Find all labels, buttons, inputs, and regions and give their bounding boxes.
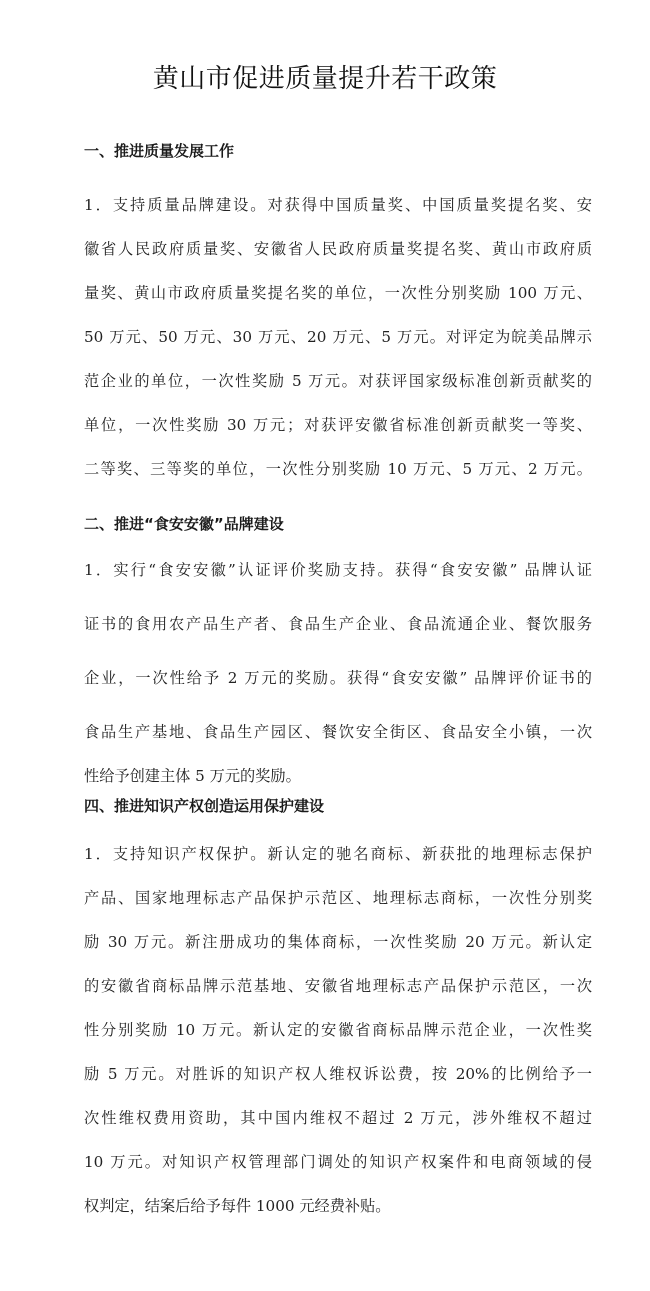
- section-heading-quality-development: 一、推进质量发展工作: [84, 142, 235, 160]
- paragraph-line: 二等奖、三等奖的单位，一次性分别奖励 10 万元、5 万元、2 万元。: [84, 460, 592, 478]
- section-heading-ip-protection: 四、推进知识产权创造运用保护建设: [84, 797, 325, 815]
- paragraph-line: 10 万元。对知识产权管理部门调处的知识产权案件和电商领域的侵: [84, 1153, 592, 1171]
- paragraph-line: 产品、国家地理标志产品保护示范区、地理标志商标，一次性分别奖: [84, 889, 592, 907]
- paragraph-line: 徽省人民政府质量奖、安徽省人民政府质量奖提名奖、黄山市政府质: [84, 240, 592, 258]
- paragraph-line: 1．实行“食安安徽”认证评价奖励支持。获得“食安安徽” 品牌认证: [84, 561, 592, 579]
- paragraph-line: 性分别奖励 10 万元。新认定的安徽省商标品牌示范企业，一次性奖: [84, 1021, 592, 1039]
- paragraph-line: 量奖、黄山市政府质量奖提名奖的单位，一次性分别奖励 100 万元、: [84, 284, 592, 302]
- paragraph-line: 励 5 万元。对胜诉的知识产权人维权诉讼费，按 20%的比例给予一: [84, 1065, 592, 1083]
- document-title: 黄山市促进质量提升若干政策: [152, 64, 498, 94]
- section-heading-food-safety-brand: 二、推进“食安安徽”品牌建设: [84, 515, 284, 533]
- paragraph-line: 1．支持质量品牌建设。对获得中国质量奖、中国质量奖提名奖、安: [84, 196, 592, 214]
- paragraph-line: 50 万元、50 万元、30 万元、20 万元、5 万元。对评定为皖美品牌示: [84, 328, 592, 346]
- paragraph-line: 性给予创建主体 5 万元的奖励。: [84, 767, 301, 785]
- paragraph-line: 次性维权费用资助，其中国内维权不超过 2 万元，涉外维权不超过: [84, 1109, 592, 1127]
- paragraph-line: 1．支持知识产权保护。新认定的驰名商标、新获批的地理标志保护: [84, 845, 592, 863]
- paragraph-line: 励 30 万元。新注册成功的集体商标，一次性奖励 20 万元。新认定: [84, 933, 592, 951]
- paragraph-line: 范企业的单位，一次性奖励 5 万元。对获评国家级标准创新贡献奖的: [84, 372, 592, 390]
- paragraph-line: 权判定，结案后给予每件 1000 元经费补贴。: [84, 1197, 391, 1215]
- paragraph-line: 食品生产基地、食品生产园区、餐饮安全街区、食品安全小镇，一次: [84, 723, 592, 741]
- paragraph-line: 证书的食用农产品生产者、食品生产企业、食品流通企业、餐饮服务: [84, 615, 592, 633]
- paragraph-line: 单位，一次性奖励 30 万元；对获评安徽省标准创新贡献奖一等奖、: [84, 416, 592, 434]
- paragraph-line: 企业，一次性给予 2 万元的奖励。获得“食安安徽” 品牌评价证书的: [84, 669, 592, 687]
- paragraph-line: 的安徽省商标品牌示范基地、安徽省地理标志产品保护示范区，一次: [84, 977, 592, 995]
